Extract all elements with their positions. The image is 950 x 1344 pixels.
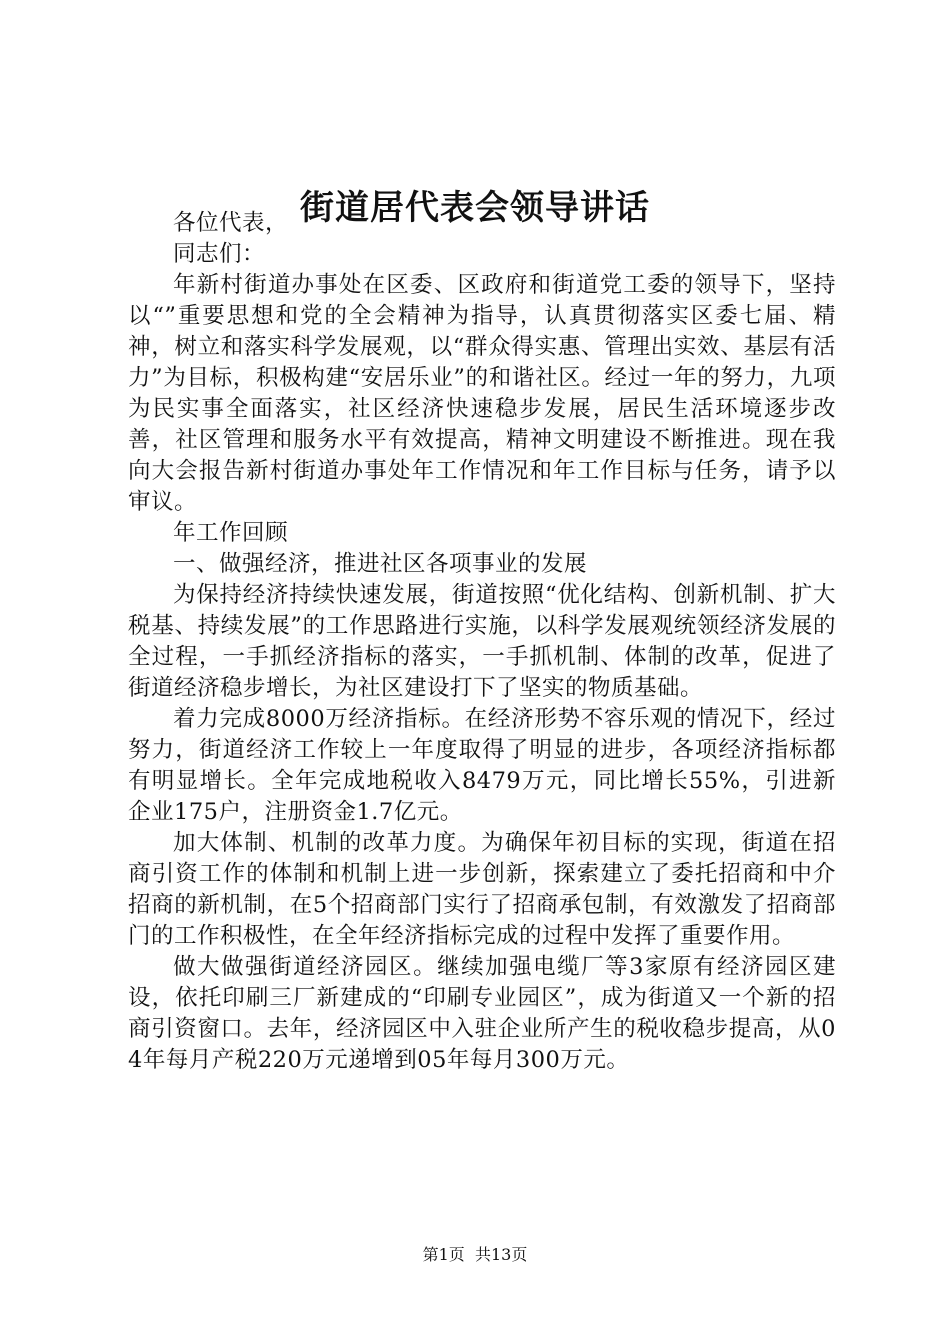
document-body <box>128 208 836 1076</box>
salutation-line-2: 同志们： <box>173 241 266 267</box>
page-footer <box>0 1243 950 1267</box>
page-number-total: 共13页 <box>474 1245 528 1264</box>
page-number-current: 第1页 <box>422 1245 465 1264</box>
subsection-heading: 一、做强经济，推进社区各项事业的发展 <box>173 551 588 577</box>
body-paragraph: 做大做强街道经济园区。继续加强电缆厂等3家原有经济园区建设，依托印刷三厂新建成的“印刷专业园区”，成为街道又一个新的招商引资窗口。去年，经济园区中入驻企业所产生的税收稳步提高，从04年每月产税220万元递增到05年每月300万元。 <box>128 954 836 1073</box>
body-paragraph: 着力完成8000万经济指标。在经济形势不容乐观的情况下，经过努力，街道经济工作较上一年度取得了明显的进步，各项经济指标都有明显增长。全年完成地税收入8479万元，同比增长55%，引进新企业175户，注册资金1.7亿元。 <box>128 706 836 825</box>
body-paragraph: 年新村街道办事处在区委、区政府和街道党工委的领导下，坚持以“”重要思想和党的全会精神为指导，认真贯彻落实区委七届、精神，树立和落实科学发展观，以“群众得实惠、管理出实效、基层有活力”为目标，积极构建“安居乐业”的和谐社区。经过一年的努力，九项为民实事全面落实，社区经济快速稳步发展，居民生活环境逐步改善，社区管理和服务水平有效提高，精神文明建设不断推进。现在我向大会报告新村街道办事处年工作情况和年工作目标与任务，请予以审议。 <box>128 272 836 515</box>
document-title: 街道居代表会领导讲话 <box>300 188 650 228</box>
body-paragraph: 为保持经济持续快速发展，街道按照“优化结构、创新机制、扩大税基、持续发展”的工作思路进行实施，以科学发展观统领经济发展的全过程，一手抓经济指标的落实，一手抓机制、体制的改革，促进了街道经济稳步增长，为社区建设打下了坚实的物质基础。 <box>128 582 836 701</box>
body-paragraph: 加大体制、机制的改革力度。为确保年初目标的实现，街道在招商引资工作的体制和机制上进一步创新，探索建立了委托招商和中介招商的新机制，在5个招商部门实行了招商承包制，有效激发了招商部门的工作积极性，在全年经济指标完成的过程中发挥了重要作用。 <box>128 830 836 949</box>
section-heading: 年工作回顾 <box>173 520 289 546</box>
salutation-line-1: 各位代表， <box>173 210 289 236</box>
